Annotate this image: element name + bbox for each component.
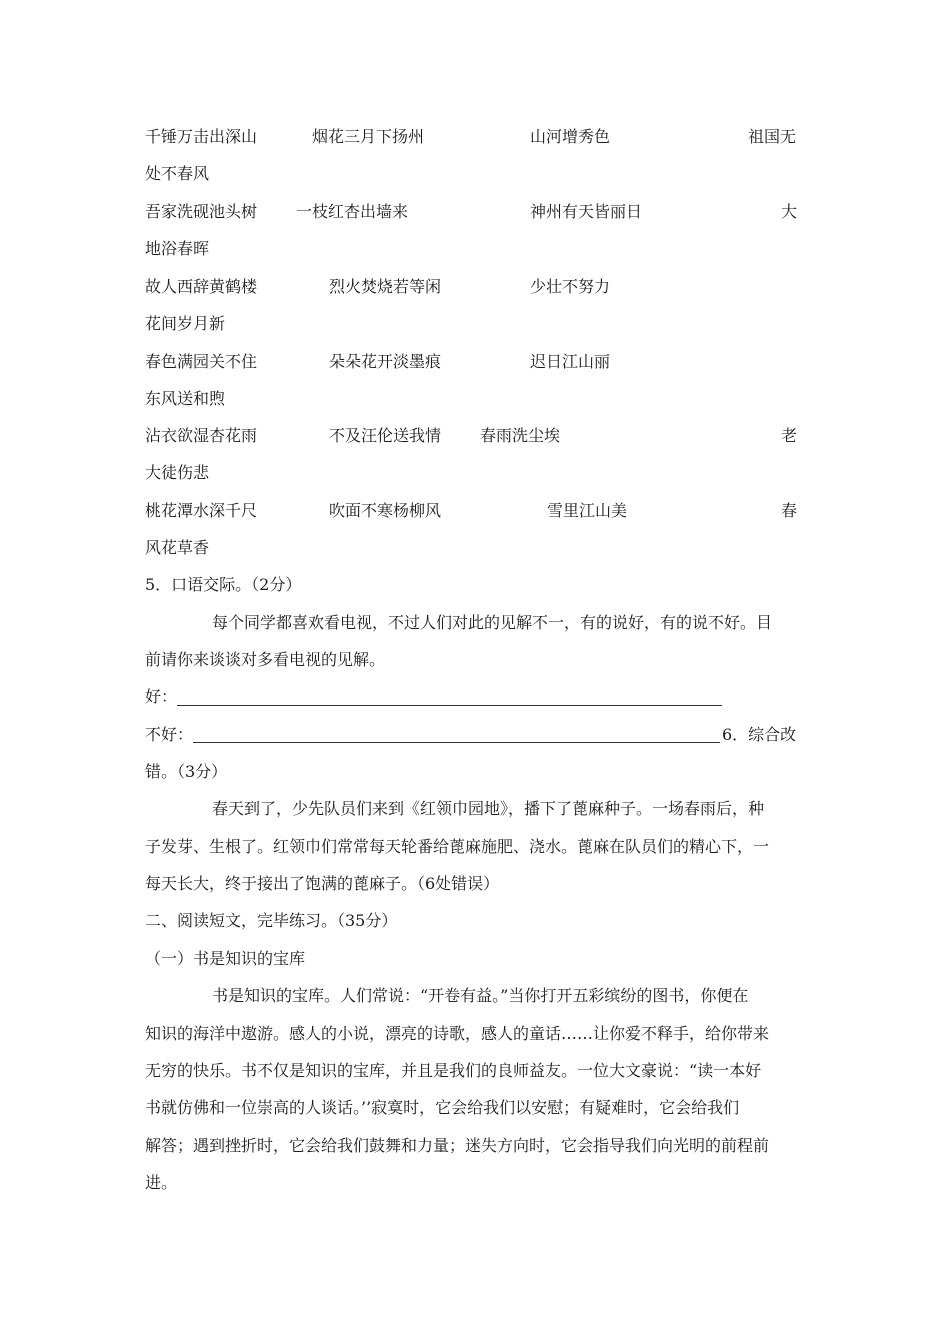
bad-answer-line[interactable] — [193, 742, 720, 743]
question-6-paragraph: 子发芽、生根了。红领巾们常常每天轮番给蓖麻施肥、浇水。蓖麻在队员们的精心下，一 — [145, 837, 770, 856]
passage-title: （一）书是知识的宝库 — [145, 949, 306, 968]
poem-cell: 风花草香 — [145, 538, 210, 557]
poem-cell: 地浴春晖 — [145, 239, 210, 258]
passage-line: 书就仿佛和一位崇高的人谈话。’’寂寞时，它会给我们以安慰；有疑难时，它会给我们 — [145, 1098, 740, 1117]
poem-cell: 春 — [781, 501, 798, 520]
question-5-paragraph: 前请你来谈谈对多看电视的见解。 — [145, 650, 386, 669]
poem-cell: 迟日江山丽 — [530, 352, 611, 371]
poem-cell: 花间岁月新 — [145, 314, 226, 333]
poem-cell: 雪里江山美 — [547, 501, 628, 520]
question-6-paragraph: 每天长大，终于接出了饱满的蓖麻子。（6处错误） — [145, 874, 500, 893]
poem-cell: 少壮不努力 — [530, 277, 611, 296]
poem-cell: 大徒伤悲 — [145, 463, 210, 482]
poem-cell: 桃花潭水深千尺 — [145, 501, 258, 520]
poem-cell: 春雨洗尘埃 — [480, 426, 561, 445]
poem-cell: 老 — [781, 426, 798, 445]
poem-cell: 春色满园关不住 — [145, 352, 258, 371]
passage-line: 无穷的快乐。书不仅是知识的宝库，并且是我们的良师益友。一位大文豪说：“读一本好 — [145, 1061, 762, 1080]
poem-cell: 神州有天皆丽日 — [530, 202, 643, 221]
passage-line: 进。 — [145, 1173, 178, 1192]
poem-cell: 朵朵花开淡墨痕 — [329, 352, 442, 371]
good-label: 好： — [145, 687, 178, 706]
passage-line: 书是知识的宝库。人们常说：“开卷有益。”当你打开五彩缤纷的图书，你便在 — [212, 986, 749, 1005]
poem-cell: 故人西辞黄鹤楼 — [145, 277, 258, 296]
poem-cell: 沾衣欲湿杏花雨 — [145, 426, 258, 445]
poem-cell: 烟花三月下扬州 — [312, 127, 425, 146]
poem-cell: 祖国无 — [748, 127, 797, 146]
bad-label: 不好： — [145, 725, 194, 744]
poem-cell: 千锤万击出深山 — [145, 127, 258, 146]
good-answer-line[interactable] — [177, 705, 722, 706]
poem-cell: 烈火焚烧若等闲 — [329, 277, 442, 296]
section-2-title: 二、阅读短文，完毕练习。（35分） — [145, 911, 398, 930]
poem-cell: 不及汪伦送我情 — [329, 426, 442, 445]
passage-line: 知识的海洋中遨游。感人的小说，漂亮的诗歌，感人的童话……让你爱不释手，给你带来 — [145, 1024, 770, 1043]
question-5-paragraph: 每个同学都喜欢看电视，不过人们对此的见解不一，有的说好，有的说不好。目 — [212, 613, 773, 632]
question-5-title: 5．口语交际。（2分） — [145, 575, 302, 594]
question-6-title: 6．综合改 — [722, 725, 797, 744]
poem-cell: 大 — [781, 202, 798, 221]
poem-cell: 吹面不寒杨柳风 — [329, 501, 442, 520]
poem-cell: 吾家洗砚池头树 — [145, 202, 258, 221]
passage-line: 解答；遇到挫折时，它会给我们鼓舞和力量；迷失方向时，它会指导我们向光明的前程前 — [145, 1136, 770, 1155]
poem-cell: 处不春风 — [145, 164, 210, 183]
poem-cell: 山河增秀色 — [530, 127, 611, 146]
question-6-title-continued: 错。（3分） — [145, 762, 228, 781]
question-6-paragraph: 春天到了，少先队员们来到《红领巾园地》，播下了蓖麻种子。一场春雨后，种 — [212, 799, 765, 818]
poem-cell: 东风送和煦 — [145, 389, 226, 408]
poem-cell: 一枝红杏出墙来 — [296, 202, 409, 221]
